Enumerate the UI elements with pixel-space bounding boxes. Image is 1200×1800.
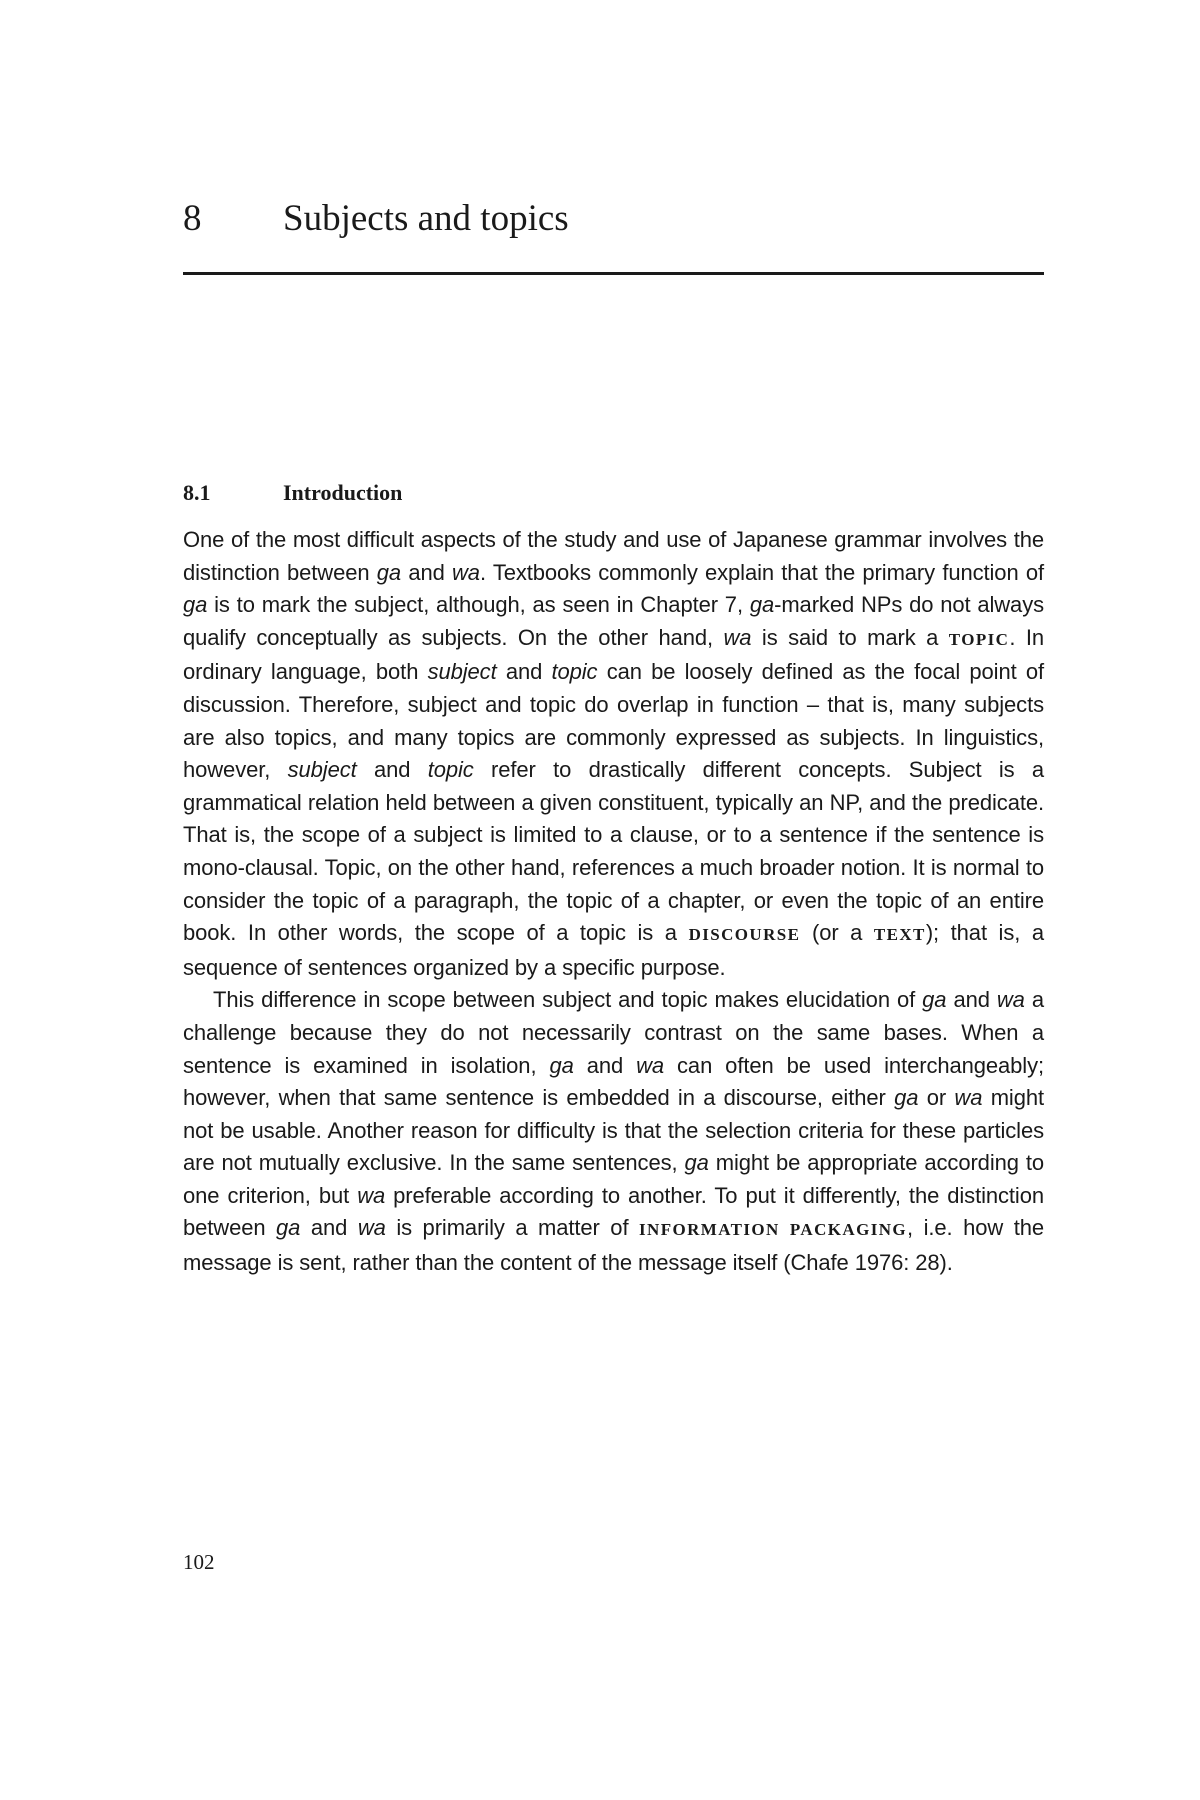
text-run: and	[946, 987, 997, 1013]
chapter-rule	[183, 272, 1044, 275]
key-term: INFORMATION PACKAGING	[639, 1220, 908, 1240]
text-run: can often be used interchangeably; however, when that same sentence is embedded in a discourse, either	[183, 1052, 1044, 1111]
italic-term: subject	[427, 659, 497, 685]
italic-term: wa	[954, 1085, 983, 1111]
chapter-header	[183, 196, 1043, 276]
section-number: 8.1	[183, 480, 211, 505]
italic-term: wa	[636, 1052, 665, 1078]
italic-term: ga	[894, 1085, 919, 1111]
text-run: . Textbooks commonly explain that the primary function of	[479, 559, 1045, 585]
text-run: and	[300, 1215, 358, 1241]
text-run: or	[918, 1085, 955, 1111]
text-run: is to mark the subject, although, as seen in Chapter 7,	[207, 592, 750, 618]
text-run: ); that is, a sequence of sentences organized by a specific purpose.	[183, 920, 1045, 980]
italic-term: subject	[287, 757, 357, 783]
text-run: might be appropriate according to one criterion, but	[183, 1150, 1044, 1208]
text-run: , i.e. how the message is sent, rather than the content of the message itself (Chafe 1976: 28).	[183, 1215, 1044, 1276]
italic-term: ga	[549, 1052, 574, 1078]
text-run: preferable according to another. To put it differently, the distinction between	[183, 1182, 1044, 1241]
text-run: (or a	[800, 920, 874, 946]
text-run: and	[356, 757, 428, 783]
italic-term: ga	[749, 592, 775, 618]
text-run: might not be usable. Another reason for difficulty is that the selection criteria for these particles are not mutually exclusive. In the same sentences,	[183, 1085, 1045, 1176]
italic-term: wa	[452, 559, 480, 585]
italic-term: wa	[723, 624, 752, 650]
page-number: 102	[183, 1550, 215, 1574]
text-run: One of the most difficult aspects of the study and use of Japanese grammar involves the distinction between	[183, 527, 1044, 585]
text-run: This difference in scope between subject and topic makes elucidation of	[213, 987, 923, 1013]
italic-term: wa	[357, 1215, 386, 1241]
text-run: and	[573, 1052, 637, 1078]
text-run: refer to drastically different concepts. Subject is a grammatical relation held between a given constituent, typically an NP, and the predicate. That is, the scope of a subject is limited to a clause, or to a sentence if the sentence is mono-clausal. Topic, on the other hand, references a much broader notion. It is normal to consider the topic of a paragraph, the topic of a chapter, or even the topic of an entire book. In other words, the scope of a topic is a	[183, 757, 1044, 946]
section-heading	[183, 478, 1043, 508]
text-run: and	[496, 659, 552, 685]
key-term: TEXT	[873, 925, 926, 945]
chapter-number: 8	[183, 198, 202, 239]
text-run: . In ordinary language, both	[183, 624, 1044, 685]
key-term: TOPIC	[948, 629, 1010, 649]
italic-term: ga	[376, 559, 402, 585]
key-term: DISCOURSE	[688, 925, 801, 945]
chapter-title: Subjects and topics	[283, 198, 569, 239]
italic-term: topic	[427, 757, 474, 783]
italic-term: topic	[551, 659, 598, 685]
text-run: is said to mark a	[751, 624, 949, 650]
text-run: can be loosely defined as the focal point of discussion. Therefore, subject and topic do overlap in function – that is, many subjects are also topics, and many topics are commonly expressed as subjects. In linguistics, however,	[183, 659, 1044, 783]
section-title: Introduction	[283, 480, 403, 505]
italic-term: ga	[922, 987, 947, 1013]
text-run: -marked NPs do not always qualify conceptually as subjects. On the other hand,	[183, 592, 1044, 650]
body-text	[183, 524, 1044, 1280]
italic-term: ga	[276, 1215, 301, 1241]
italic-term: wa	[357, 1182, 386, 1208]
text-run: a challenge because they do not necessarily contrast on the same bases. When a sentence is examined in isolation,	[183, 987, 1044, 1078]
text-run: is primarily a matter of	[385, 1215, 640, 1241]
paragraph-2	[183, 984, 1044, 1279]
italic-term: ga	[684, 1150, 709, 1176]
text-run: and	[401, 559, 453, 585]
italic-term: wa	[996, 987, 1025, 1013]
paragraph-1	[183, 524, 1044, 984]
italic-term: ga	[183, 592, 208, 618]
